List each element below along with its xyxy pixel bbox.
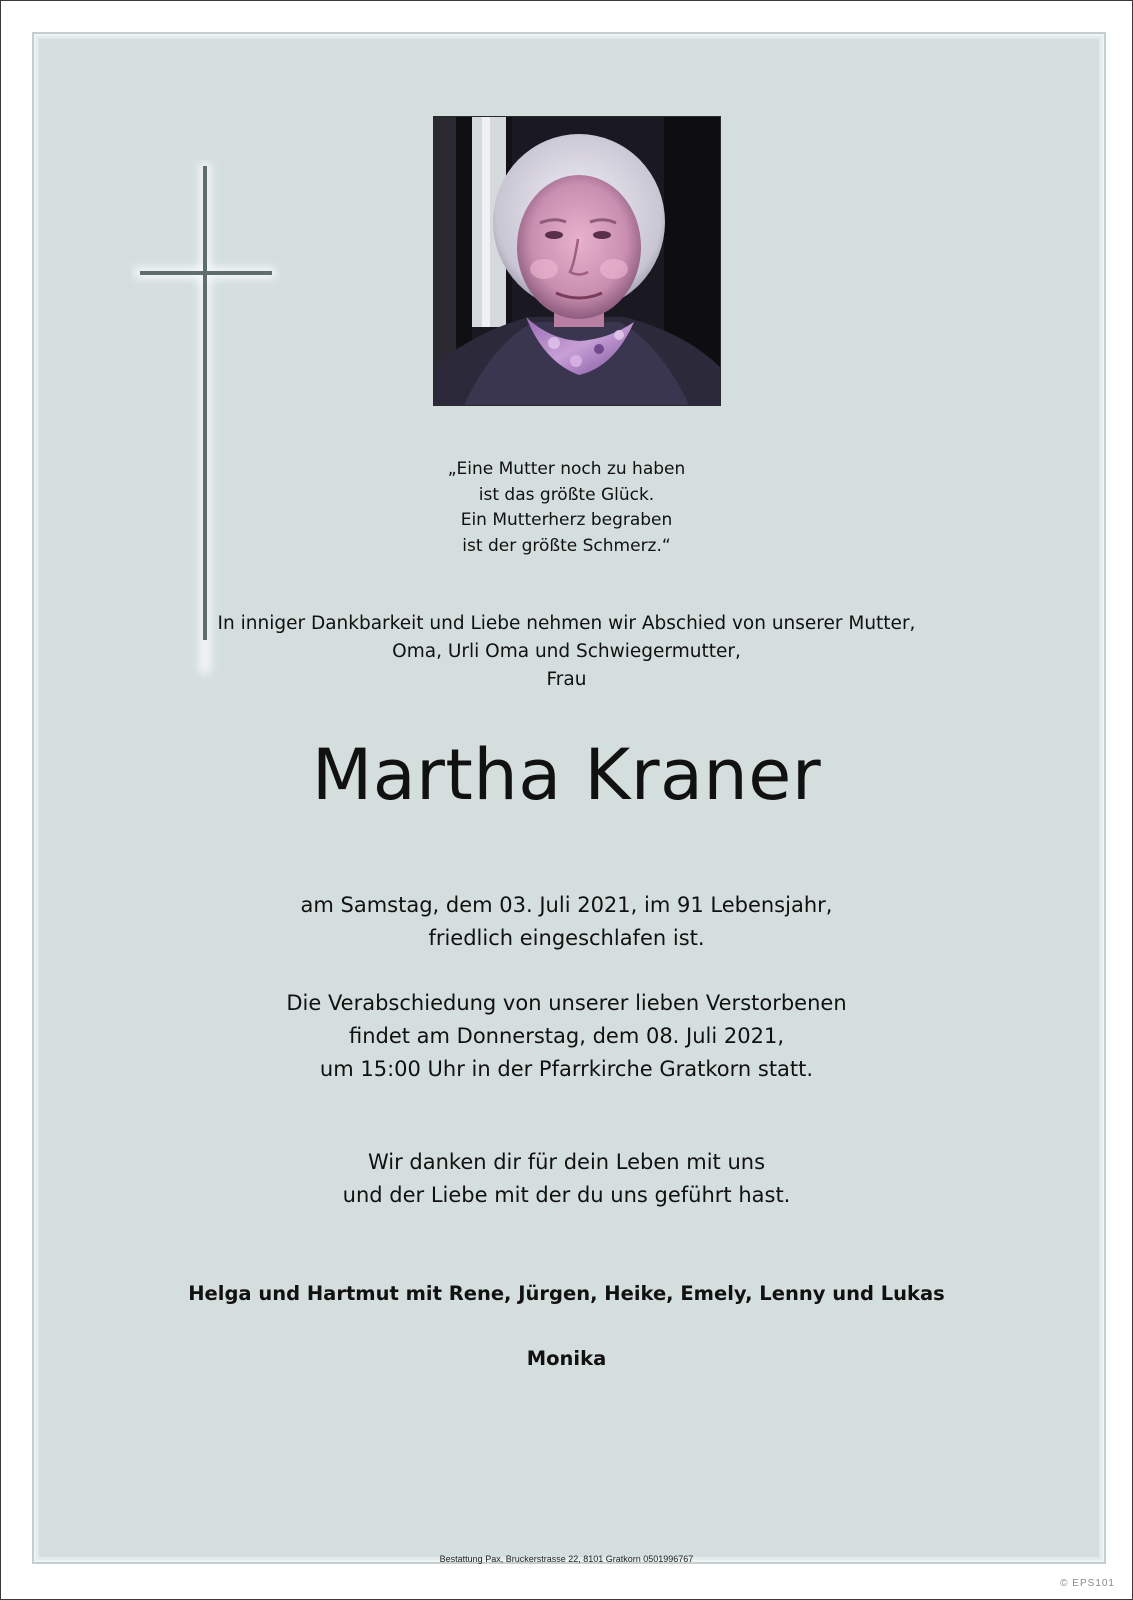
- quote-line: ist das größte Glück.: [478, 484, 655, 505]
- service-line: um 15:00 Uhr in der Pfarrkirche Gratkorn statt.: [319, 1057, 814, 1081]
- cross-icon: [130, 160, 280, 680]
- passing-line: am Samstag, dem 03. Juli 2021, im 91 Lebensjahr,: [300, 893, 833, 917]
- intro-line: Oma, Urli Oma und Schwiegermutter,: [392, 641, 741, 662]
- thanks-line: und der Liebe mit der du uns geführt hast.: [342, 1183, 791, 1207]
- undertaker-footer: Bestattung Pax, Bruckerstrasse 22, 8101 Gratkorn 0501996767: [439, 1554, 694, 1564]
- portrait-photo: [433, 116, 721, 406]
- quote-line: „Eine Mutter noch zu haben: [447, 459, 686, 479]
- intro-line: In inniger Dankbarkeit und Liebe nehmen wir Abschied von unserer Mutter,: [217, 613, 916, 634]
- passing-line: friedlich eingeschlafen ist.: [428, 926, 705, 950]
- deceased-name: Martha Kraner: [311, 734, 822, 816]
- intro-line: Frau: [546, 669, 587, 690]
- family-mourners: Helga und Hartmut mit Rene, Jürgen, Heike, Emely, Lenny und Lukas: [188, 1282, 945, 1305]
- service-line: Die Verabschiedung von unserer lieben Verstorbenen: [286, 991, 847, 1015]
- passing-info: [0, 889, 1133, 955]
- quote-line: Ein Mutterherz begraben: [460, 510, 673, 530]
- farewell-intro: [0, 610, 1133, 694]
- quote-line: ist der größte Schmerz.“: [462, 535, 671, 556]
- thanks-line: Wir danken dir für dein Leben mit uns: [367, 1150, 766, 1174]
- watermark: © EPS101: [1060, 1578, 1115, 1589]
- thanks-message: [0, 1146, 1133, 1212]
- family-mourners-second: Monika: [526, 1347, 607, 1370]
- service-info: [0, 987, 1133, 1086]
- service-line: findet am Donnerstag, dem 08. Juli 2021,: [348, 1024, 785, 1048]
- memorial-quote: [0, 457, 1133, 559]
